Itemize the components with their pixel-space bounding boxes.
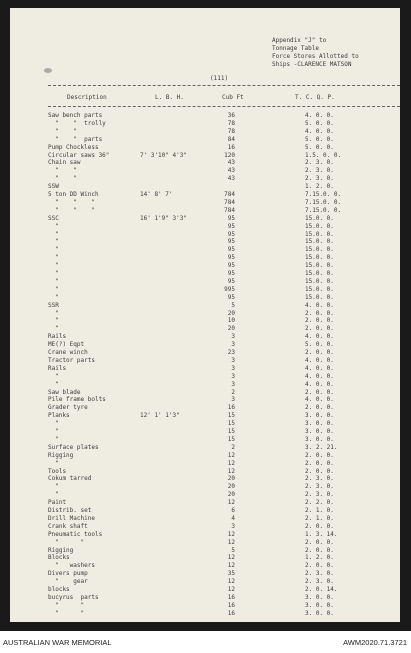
row-cubft: 3: [231, 372, 235, 380]
row-description: " " ": [48, 206, 95, 214]
row-cubft: 20: [227, 309, 235, 317]
row-cubft: 12: [227, 554, 235, 562]
row-description: ": [48, 483, 59, 491]
row-cubft: 120: [224, 151, 235, 159]
row-tcqp: 2. 1. 0.: [305, 507, 334, 514]
row-tcqp: 2. 3. 0.: [305, 483, 334, 491]
row-cubft: 95: [227, 222, 235, 230]
row-description: Rigging: [48, 546, 74, 554]
row-cubft: 95: [227, 277, 235, 285]
row-cubft: 20: [227, 483, 235, 491]
row-cubft: 4: [231, 514, 235, 522]
row-cubft: 95: [227, 293, 235, 301]
row-cubft: 3: [231, 333, 235, 341]
row-description: SSW: [48, 183, 59, 191]
force-stores-line: Force Stores Allotted to: [272, 53, 359, 60]
row-tcqp: 15.0. 0.: [305, 270, 334, 277]
row-tcqp: 2. 3. 0.: [305, 578, 334, 586]
row-tcqp: 15.0. 0.: [305, 277, 334, 285]
document-page: [10, 8, 400, 622]
col-description: Description: [67, 94, 107, 101]
row-description: ": [48, 246, 59, 254]
row-lbh: 14' 8' 7': [140, 191, 173, 198]
row-tcqp: 1. 2. 0.: [305, 554, 334, 562]
row-cubft: 12: [227, 459, 235, 467]
row-cubft: 95: [227, 238, 235, 246]
row-description: Pump Chockless: [48, 143, 99, 151]
row-tcqp: 2. 2. 0.: [305, 499, 334, 507]
row-description: ": [48, 222, 59, 230]
row-cubft: 3: [231, 380, 235, 388]
row-description: Tractor parts: [48, 356, 95, 364]
tonnage-line: Tonnage Table: [272, 45, 319, 52]
row-description: ME(?) Eqpt: [48, 341, 85, 349]
row-description: Surface plates: [48, 443, 99, 451]
row-description: " gear: [48, 578, 88, 586]
header-rule-top: [48, 85, 400, 86]
row-cubft: 43: [227, 167, 235, 175]
row-description: 5 ton DD Winch: [48, 191, 99, 198]
row-tcqp: 5. 0. 0.: [305, 341, 334, 349]
row-cubft: 16: [227, 593, 235, 601]
row-description: ": [48, 309, 59, 317]
row-description: ": [48, 277, 59, 285]
row-tcqp: 1. 2. 0.: [305, 183, 334, 191]
row-cubft: 95: [227, 214, 235, 222]
row-cubft: 784: [224, 198, 235, 206]
row-cubft: 35: [227, 570, 235, 578]
row-cubft: 12: [227, 530, 235, 538]
col-cubft: Cub Ft: [222, 94, 244, 101]
row-description: Pneumatic tools: [48, 530, 103, 538]
row-tcqp: 15.0. 0.: [305, 262, 334, 270]
row-tcqp: 5. 0. 0.: [305, 135, 334, 143]
row-cubft: 95: [227, 246, 235, 254]
row-description: Tools: [48, 467, 67, 475]
row-description: bucyrus parts: [48, 593, 99, 601]
row-tcqp: 2. 0. 0.: [305, 522, 334, 530]
row-lbh: 12' 1' 1'3": [140, 412, 180, 420]
row-tcqp: 15.0. 0.: [305, 222, 334, 230]
row-cubft: 23: [227, 349, 235, 356]
row-description: ": [48, 293, 59, 301]
row-tcqp: 2. 0. 0.: [305, 317, 334, 325]
row-description: Rigging: [48, 451, 74, 459]
row-description: " ": [48, 167, 77, 175]
row-description: Cokum tarred: [48, 475, 92, 483]
row-tcqp: 7.15.0. 0.: [305, 191, 342, 198]
row-cubft: 995: [224, 285, 235, 293]
row-tcqp: 3. 0. 0.: [305, 593, 334, 601]
row-description: ": [48, 262, 59, 270]
row-description: Crank shaft: [48, 522, 88, 530]
row-cubft: 95: [227, 270, 235, 277]
row-description: ": [48, 380, 59, 388]
row-cubft: 78: [227, 119, 235, 127]
row-cubft: 12: [227, 562, 235, 570]
col-tcqp: T. C. Q. P.: [295, 94, 335, 101]
row-description: Paint: [48, 499, 67, 507]
row-cubft: 3: [231, 396, 235, 404]
row-tcqp: 4. 0. 0.: [305, 380, 334, 388]
row-cubft: 43: [227, 159, 235, 167]
row-description: Saw bench parts: [48, 112, 103, 119]
row-tcqp: 2. 3. 0.: [305, 175, 334, 183]
row-cubft: 10: [227, 317, 235, 325]
row-tcqp: 15.0. 0.: [305, 293, 334, 301]
header-rule-bottom: [48, 106, 400, 107]
row-tcqp: 5. 0. 0.: [305, 143, 334, 151]
row-description: " ": [48, 538, 85, 546]
row-cubft: 3: [231, 341, 235, 349]
row-tcqp: 2. 0. 0.: [305, 325, 334, 333]
row-tcqp: 2. 0. 0.: [305, 388, 334, 396]
row-tcqp: 4. 0. 0.: [305, 396, 334, 404]
row-description: " washers: [48, 562, 95, 570]
row-cubft: 15: [227, 428, 235, 435]
row-tcqp: 3. 0. 0.: [305, 428, 334, 435]
row-description: ": [48, 459, 59, 467]
footer-institution: AUSTRALIAN WAR MEMORIAL: [3, 638, 112, 647]
row-tcqp: 3. 0. 0.: [305, 420, 334, 428]
page-number: (111): [210, 75, 229, 82]
row-tcqp: 3. 0. 0.: [305, 601, 334, 609]
row-cubft: 784: [224, 206, 235, 214]
row-cubft: 95: [227, 230, 235, 238]
row-tcqp: 3. 0. 0.: [305, 435, 334, 443]
row-tcqp: 2. 0. 0.: [305, 459, 334, 467]
punch-hole: [44, 68, 52, 73]
row-cubft: 20: [227, 475, 235, 483]
row-tcqp: 3. 2. 21.: [305, 443, 338, 451]
row-tcqp: 15.0. 0.: [305, 238, 334, 246]
row-description: ": [48, 491, 59, 499]
row-tcqp: 2. 0. 0.: [305, 467, 334, 475]
row-cubft: 43: [227, 175, 235, 183]
row-description: ": [48, 372, 59, 380]
row-tcqp: 15.0. 0.: [305, 230, 334, 238]
row-tcqp: 15.0. 0.: [305, 214, 334, 222]
row-cubft: 2: [231, 388, 235, 396]
row-cubft: 15: [227, 420, 235, 428]
row-lbh: 16' 1'9" 3'3": [140, 214, 187, 222]
row-description: blocks: [48, 586, 70, 593]
row-cubft: 16: [227, 609, 235, 617]
row-tcqp: 2. 3. 0.: [305, 491, 334, 499]
row-tcqp: 2. 0. 14.: [305, 586, 338, 593]
row-tcqp: 4. 0. 0.: [305, 127, 334, 135]
row-lbh: 7' 3'10" 4'3": [140, 151, 187, 159]
row-tcqp: 4. 0. 0.: [305, 112, 334, 119]
row-cubft: 12: [227, 586, 235, 593]
row-description: ": [48, 285, 59, 293]
row-cubft: 2: [231, 443, 235, 451]
row-cubft: 16: [227, 143, 235, 151]
row-description: ": [48, 325, 59, 333]
row-cubft: 12: [227, 499, 235, 507]
row-cubft: 95: [227, 262, 235, 270]
row-cubft: 6: [231, 507, 235, 514]
row-tcqp: 2. 1. 0.: [305, 514, 334, 522]
row-description: ": [48, 230, 59, 238]
row-tcqp: 2. 0. 0.: [305, 451, 334, 459]
row-tcqp: 4. 0. 0.: [305, 301, 334, 309]
row-description: Divers pump: [48, 570, 88, 578]
row-tcqp: 2. 0. 0.: [305, 538, 334, 546]
row-description: " ": [48, 601, 85, 609]
row-description: ": [48, 270, 59, 277]
row-tcqp: 4. 0. 0.: [305, 356, 334, 364]
row-tcqp: 2. 0. 0.: [305, 546, 334, 554]
row-description: Saw blade: [48, 388, 81, 396]
row-description: " ": [48, 127, 77, 135]
row-cubft: 3: [231, 364, 235, 372]
appendix-line: Appendix "J" to: [272, 37, 327, 44]
row-cubft: 16: [227, 404, 235, 412]
row-description: SSR: [48, 301, 59, 309]
row-cubft: 3: [231, 356, 235, 364]
row-description: Drill Machine: [48, 514, 95, 522]
row-tcqp: 1.5. 0. 0.: [305, 151, 342, 159]
row-cubft: 16: [227, 601, 235, 609]
row-description: " " trolly: [48, 119, 106, 127]
row-description: " " ": [48, 198, 95, 206]
row-description: Pile frame bolts: [48, 396, 106, 404]
row-tcqp: 2. 0. 0.: [305, 562, 334, 570]
row-cubft: 784: [224, 191, 235, 198]
row-tcqp: 2. 0. 0.: [305, 404, 334, 412]
row-tcqp: 15.0. 0.: [305, 285, 334, 293]
row-cubft: 12: [227, 578, 235, 586]
row-tcqp: 2. 0. 0.: [305, 309, 334, 317]
row-cubft: 5: [231, 546, 235, 554]
row-description: Crane winch: [48, 349, 88, 356]
row-description: Distrib. set: [48, 507, 92, 514]
row-tcqp: 2. 3. 0.: [305, 570, 334, 578]
row-cubft: 36: [227, 112, 235, 119]
row-cubft: 12: [227, 467, 235, 475]
row-tcqp: 2. 0. 0.: [305, 349, 334, 356]
row-cubft: 3: [231, 522, 235, 530]
row-tcqp: 7.15.0. 0.: [305, 206, 342, 214]
row-tcqp: 4. 0. 0.: [305, 372, 334, 380]
row-cubft: 95: [227, 254, 235, 262]
row-cubft: 20: [227, 325, 235, 333]
row-tcqp: 1. 3. 14.: [305, 530, 338, 538]
row-description: Planks: [48, 412, 70, 420]
row-description: ": [48, 428, 59, 435]
row-description: ": [48, 238, 59, 246]
archive-footer-bar: [0, 631, 411, 653]
footer-accession: AWM2020.71.3721: [343, 638, 407, 647]
row-tcqp: 15.0. 0.: [305, 254, 334, 262]
row-tcqp: 2. 3. 0.: [305, 475, 334, 483]
row-cubft: 5: [231, 301, 235, 309]
ships-line: Ships -CLARENCE MATSON: [272, 61, 352, 68]
row-description: Rails: [48, 364, 67, 372]
row-tcqp: 7.15.0. 0.: [305, 198, 342, 206]
row-description: " ": [48, 175, 77, 183]
row-description: Blocks: [48, 554, 70, 562]
row-cubft: 84: [227, 135, 235, 143]
row-tcqp: 3. 0. 0.: [305, 412, 334, 420]
col-lbh: L. B. H.: [155, 94, 184, 101]
row-description: ": [48, 420, 59, 428]
row-tcqp: 3. 0. 0.: [305, 609, 334, 617]
row-cubft: 12: [227, 538, 235, 546]
row-tcqp: 2. 3. 0.: [305, 167, 334, 175]
row-cubft: 15: [227, 412, 235, 420]
row-description: SSC: [48, 214, 59, 222]
row-description: Grader tyre: [48, 404, 88, 412]
row-cubft: 78: [227, 127, 235, 135]
row-cubft: 12: [227, 451, 235, 459]
row-description: " " parts: [48, 135, 103, 143]
row-description: Chain saw: [48, 159, 81, 167]
row-cubft: 15: [227, 435, 235, 443]
row-cubft: 20: [227, 491, 235, 499]
row-tcqp: 2. 3. 0.: [305, 159, 334, 167]
row-description: Rails: [48, 333, 67, 341]
row-tcqp: 5. 0. 0.: [305, 119, 334, 127]
row-description: " ": [48, 609, 85, 617]
row-description: ": [48, 254, 59, 262]
row-tcqp: 4. 0. 0.: [305, 333, 334, 341]
row-tcqp: 4. 0. 0.: [305, 364, 334, 372]
row-description: ": [48, 435, 59, 443]
row-description: Circular saws 36": [48, 151, 110, 159]
row-tcqp: 15.0. 0.: [305, 246, 334, 254]
row-description: ": [48, 317, 59, 325]
